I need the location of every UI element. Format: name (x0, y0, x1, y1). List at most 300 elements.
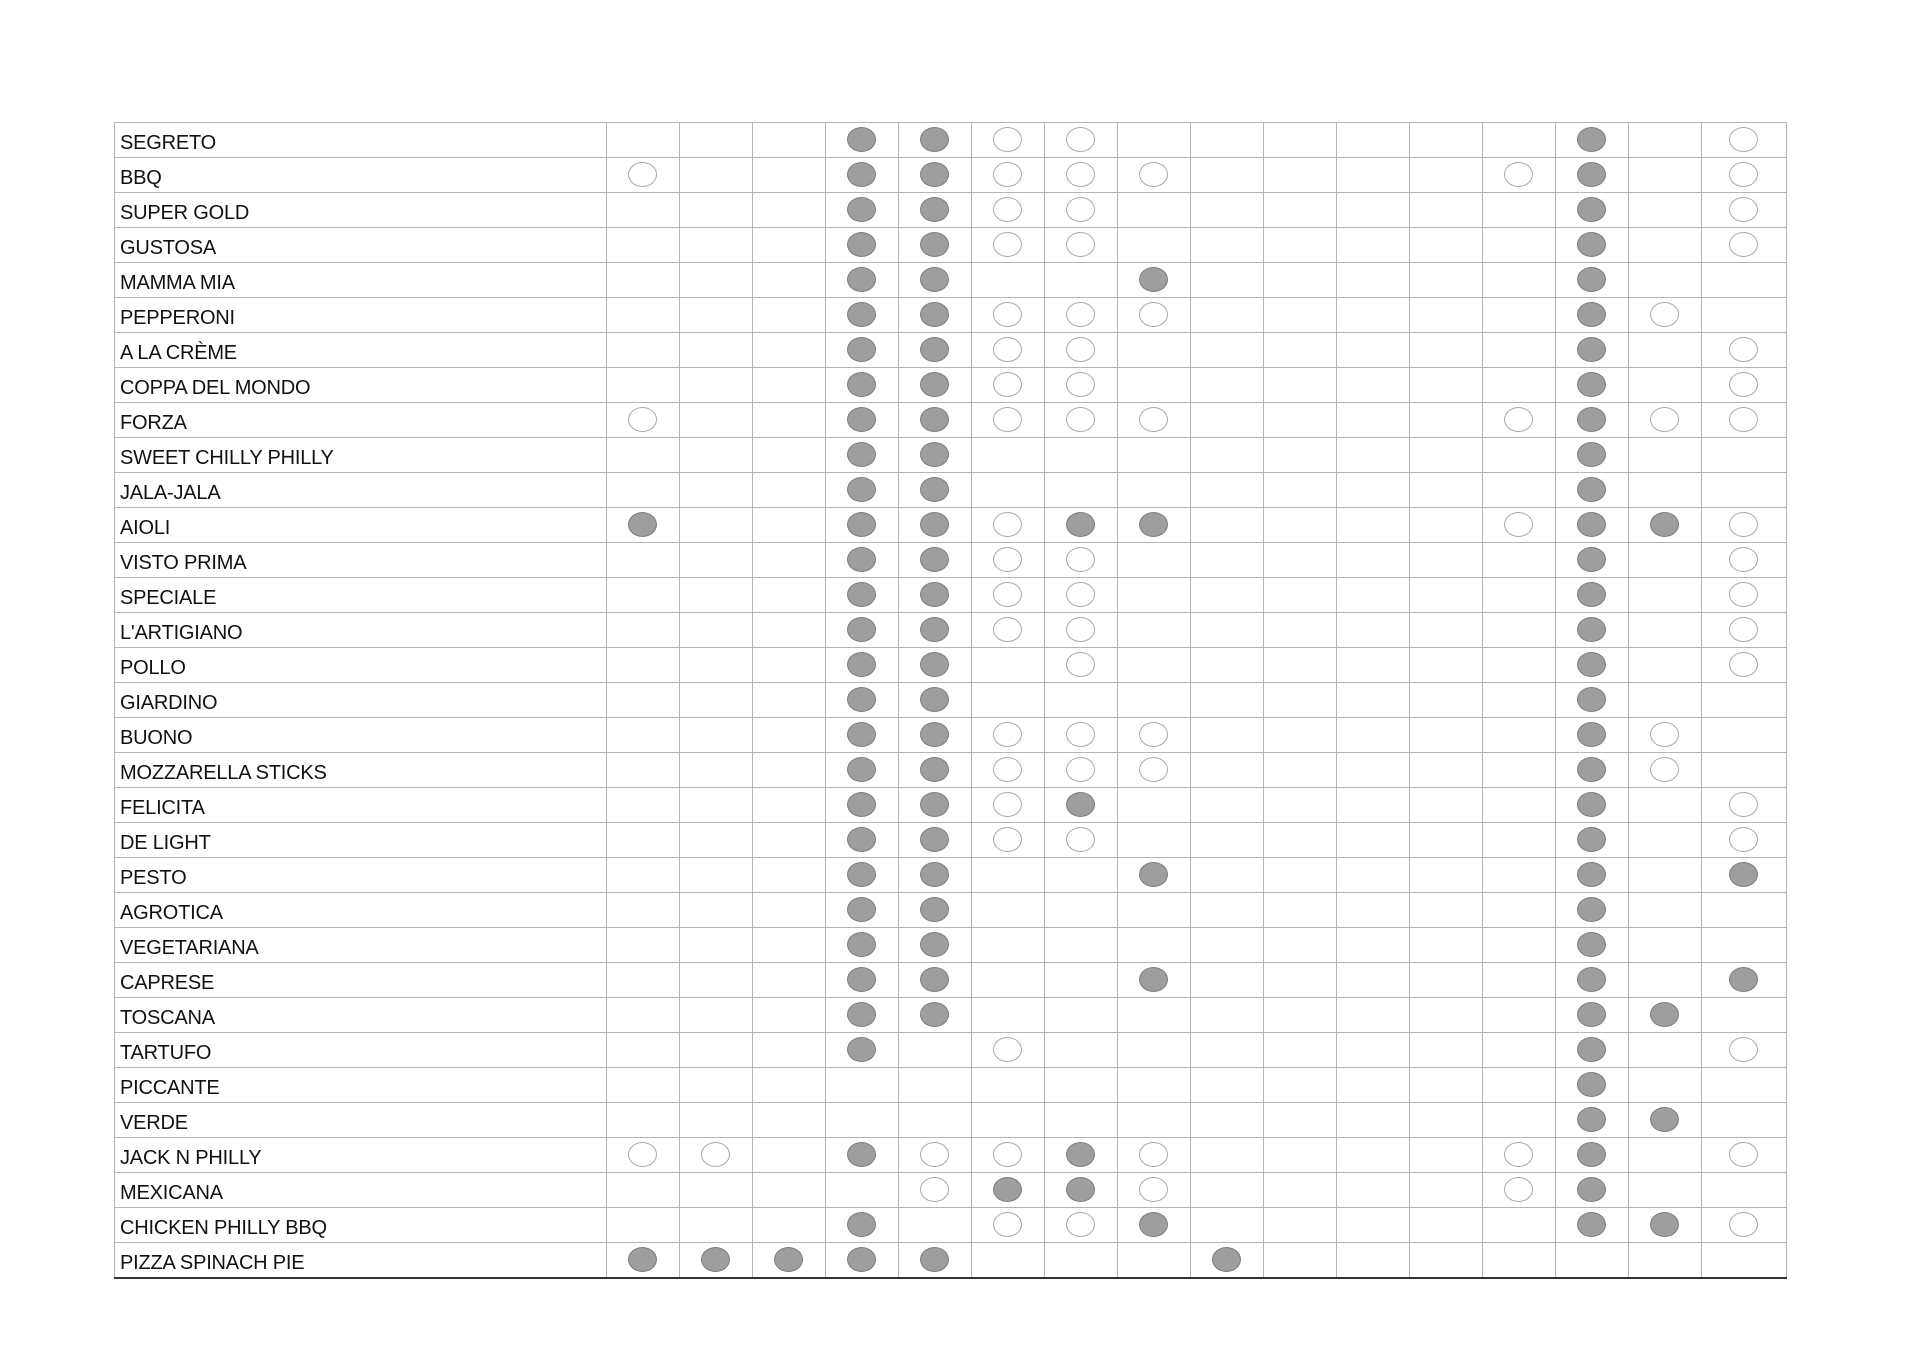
empty-circle-icon (1650, 407, 1679, 432)
table-cell (1191, 928, 1264, 963)
table-row (115, 473, 1787, 508)
filled-circle-icon (920, 267, 949, 292)
table-cell (1045, 193, 1118, 228)
table-row (115, 613, 1787, 648)
empty-circle-icon (1504, 162, 1533, 187)
table-cell (1118, 788, 1191, 823)
table-cell (1045, 1243, 1118, 1279)
table-cell (1483, 228, 1556, 263)
table-cell (1264, 1173, 1337, 1208)
table-cell (607, 1173, 680, 1208)
table-cell (1556, 928, 1629, 963)
filled-circle-icon (847, 1212, 876, 1237)
table-cell (753, 963, 826, 998)
table-cell (1483, 753, 1556, 788)
table-row (115, 1173, 1787, 1208)
table-cell (1556, 438, 1629, 473)
table-cell (1337, 368, 1410, 403)
table-cell (972, 228, 1045, 263)
table-cell (1556, 1243, 1629, 1279)
table-cell (1556, 1033, 1629, 1068)
table-cell (826, 1173, 899, 1208)
row-label: CAPRESE (115, 963, 607, 998)
table-cell (1118, 753, 1191, 788)
table-cell (1556, 648, 1629, 683)
empty-circle-icon (1066, 617, 1095, 642)
table-cell (1483, 998, 1556, 1033)
table-cell (1118, 1208, 1191, 1243)
table-cell (826, 648, 899, 683)
table-cell (1264, 1103, 1337, 1138)
empty-circle-icon (993, 512, 1022, 537)
table-cell (972, 473, 1045, 508)
table-cell (1191, 158, 1264, 193)
table-cell (1337, 263, 1410, 298)
table-cell (899, 403, 972, 438)
table-cell (680, 298, 753, 333)
table-cell (1118, 123, 1191, 158)
table-row (115, 263, 1787, 298)
table-cell (1337, 298, 1410, 333)
table-cell (1702, 753, 1787, 788)
table-cell (1264, 893, 1337, 928)
table-cell (607, 613, 680, 648)
filled-circle-icon (920, 302, 949, 327)
table-cell (899, 473, 972, 508)
table-cell (826, 193, 899, 228)
table-cell (1191, 403, 1264, 438)
table-cell (1556, 158, 1629, 193)
table-cell (1556, 193, 1629, 228)
table-cell (1702, 368, 1787, 403)
table-cell (1118, 473, 1191, 508)
filled-circle-icon (1577, 827, 1606, 852)
table-cell (826, 1068, 899, 1103)
table-cell (826, 963, 899, 998)
table-cell (1702, 263, 1787, 298)
filled-circle-icon (1577, 617, 1606, 642)
table-cell (680, 263, 753, 298)
table-cell (1410, 998, 1483, 1033)
table-cell (680, 473, 753, 508)
table-cell (1410, 963, 1483, 998)
filled-circle-icon (1066, 1177, 1095, 1202)
row-label: COPPA DEL MONDO (115, 368, 607, 403)
row-label: MAMMA MIA (115, 263, 607, 298)
table-cell (1191, 228, 1264, 263)
table-cell (1264, 1138, 1337, 1173)
row-label: TOSCANA (115, 998, 607, 1033)
table-cell (826, 1033, 899, 1068)
row-label: BBQ (115, 158, 607, 193)
table-cell (1191, 368, 1264, 403)
table-cell (1410, 788, 1483, 823)
table-cell (1118, 298, 1191, 333)
empty-circle-icon (1729, 512, 1758, 537)
table-cell (972, 928, 1045, 963)
row-label: FORZA (115, 403, 607, 438)
empty-circle-icon (1066, 547, 1095, 572)
empty-circle-icon (993, 372, 1022, 397)
table-cell (899, 333, 972, 368)
table-cell (753, 1243, 826, 1279)
table-cell (1191, 613, 1264, 648)
table-cell (1556, 263, 1629, 298)
table-cell (1118, 158, 1191, 193)
filled-circle-icon (847, 1142, 876, 1167)
table-cell (1702, 473, 1787, 508)
table-cell (607, 123, 680, 158)
table-cell (826, 858, 899, 893)
table-cell (1264, 823, 1337, 858)
table-cell (680, 193, 753, 228)
table-cell (753, 683, 826, 718)
table-cell (899, 228, 972, 263)
table-cell (972, 718, 1045, 753)
table-cell (1410, 543, 1483, 578)
table-cell (1045, 438, 1118, 473)
table-cell (1556, 613, 1629, 648)
table-cell (1045, 263, 1118, 298)
empty-circle-icon (993, 407, 1022, 432)
table-cell (1337, 893, 1410, 928)
table-cell (1629, 403, 1702, 438)
table-cell (1264, 858, 1337, 893)
table-cell (1556, 858, 1629, 893)
filled-circle-icon (847, 1247, 876, 1272)
table-cell (1410, 753, 1483, 788)
table-cell (899, 893, 972, 928)
filled-circle-icon (847, 372, 876, 397)
table-cell (1556, 298, 1629, 333)
filled-circle-icon (1650, 1212, 1679, 1237)
table-cell (753, 543, 826, 578)
filled-circle-icon (920, 827, 949, 852)
table-cell (1702, 718, 1787, 753)
empty-circle-icon (993, 757, 1022, 782)
table-cell (1556, 578, 1629, 613)
table-row (115, 508, 1787, 543)
table-cell (826, 613, 899, 648)
table-cell (826, 998, 899, 1033)
table-cell (1629, 1243, 1702, 1279)
table-row (115, 228, 1787, 263)
filled-circle-icon (628, 1247, 657, 1272)
filled-circle-icon (847, 302, 876, 327)
empty-circle-icon (1066, 302, 1095, 327)
table-cell (826, 298, 899, 333)
row-label: VISTO PRIMA (115, 543, 607, 578)
table-cell (1118, 683, 1191, 718)
table-cell (899, 823, 972, 858)
table-cell (972, 298, 1045, 333)
table-row (115, 648, 1787, 683)
filled-circle-icon (774, 1247, 803, 1272)
empty-circle-icon (993, 337, 1022, 362)
table-cell (1337, 543, 1410, 578)
empty-circle-icon (628, 162, 657, 187)
table-cell (899, 963, 972, 998)
filled-circle-icon (1577, 1072, 1606, 1097)
empty-circle-icon (1066, 652, 1095, 677)
table-cell (1483, 928, 1556, 963)
table-cell (753, 648, 826, 683)
row-label: AGROTICA (115, 893, 607, 928)
table-cell (1045, 613, 1118, 648)
filled-circle-icon (1577, 582, 1606, 607)
table-cell (899, 1208, 972, 1243)
table-cell (1045, 543, 1118, 578)
table-cell (972, 613, 1045, 648)
table-cell (899, 1103, 972, 1138)
table-row (115, 1243, 1787, 1279)
filled-circle-icon (920, 547, 949, 572)
table-cell (1483, 858, 1556, 893)
table-cell (826, 683, 899, 718)
table-cell (1556, 1138, 1629, 1173)
filled-circle-icon (920, 197, 949, 222)
table-cell (1702, 1033, 1787, 1068)
table-cell (1045, 683, 1118, 718)
empty-circle-icon (1650, 302, 1679, 327)
row-label: TARTUFO (115, 1033, 607, 1068)
table-cell (753, 403, 826, 438)
table-cell (1483, 473, 1556, 508)
table-cell (680, 1173, 753, 1208)
table-cell (680, 368, 753, 403)
table-cell (607, 858, 680, 893)
empty-circle-icon (1729, 827, 1758, 852)
table-cell (1191, 683, 1264, 718)
table-cell (753, 333, 826, 368)
table-cell (1410, 1138, 1483, 1173)
filled-circle-icon (920, 512, 949, 537)
table-cell (1337, 403, 1410, 438)
table-cell (1410, 1208, 1483, 1243)
row-label: A LA CRÈME (115, 333, 607, 368)
table-cell (680, 823, 753, 858)
table-cell (1337, 753, 1410, 788)
table-cell (1629, 823, 1702, 858)
table-cell (1118, 858, 1191, 893)
table-cell (1410, 613, 1483, 648)
table-cell (1045, 1033, 1118, 1068)
table-cell (753, 578, 826, 613)
table-cell (972, 193, 1045, 228)
table-cell (826, 893, 899, 928)
table-cell (826, 823, 899, 858)
empty-circle-icon (701, 1142, 730, 1167)
table-cell (1629, 578, 1702, 613)
table-cell (1045, 963, 1118, 998)
table-cell (1702, 963, 1787, 998)
empty-circle-icon (1729, 162, 1758, 187)
empty-circle-icon (1729, 652, 1758, 677)
table-cell (972, 263, 1045, 298)
table-cell (607, 928, 680, 963)
row-label: L'ARTIGIANO (115, 613, 607, 648)
table-cell (607, 1243, 680, 1279)
table-cell (680, 1033, 753, 1068)
table-cell (1337, 228, 1410, 263)
table-cell (1191, 858, 1264, 893)
table-cell (1483, 683, 1556, 718)
table-cell (1556, 123, 1629, 158)
table-cell (753, 1033, 826, 1068)
filled-circle-icon (847, 652, 876, 677)
table-cell (680, 123, 753, 158)
table-cell (1556, 508, 1629, 543)
table-cell (607, 893, 680, 928)
filled-circle-icon (920, 687, 949, 712)
empty-circle-icon (993, 827, 1022, 852)
table-cell (1629, 1208, 1702, 1243)
filled-circle-icon (920, 1002, 949, 1027)
table-cell (826, 753, 899, 788)
table-cell (753, 1208, 826, 1243)
table-row (115, 158, 1787, 193)
table-cell (1264, 1208, 1337, 1243)
table-cell (1410, 1243, 1483, 1279)
table-cell (1629, 963, 1702, 998)
table-cell (1410, 333, 1483, 368)
table-cell (1191, 753, 1264, 788)
empty-circle-icon (993, 162, 1022, 187)
table-cell (1410, 893, 1483, 928)
table-cell (1191, 998, 1264, 1033)
table-cell (1410, 123, 1483, 158)
table-row (115, 1103, 1787, 1138)
table-cell (1264, 963, 1337, 998)
table-cell (1337, 578, 1410, 613)
table-cell (826, 158, 899, 193)
empty-circle-icon (1729, 792, 1758, 817)
table-cell (1337, 1173, 1410, 1208)
table-cell (1410, 683, 1483, 718)
table-cell (1702, 158, 1787, 193)
table-cell (1410, 578, 1483, 613)
filled-circle-icon (1577, 1142, 1606, 1167)
empty-circle-icon (1729, 547, 1758, 572)
empty-circle-icon (993, 1037, 1022, 1062)
table-cell (1702, 858, 1787, 893)
table-cell (1264, 508, 1337, 543)
filled-circle-icon (847, 512, 876, 537)
empty-circle-icon (1650, 722, 1679, 747)
table-row (115, 998, 1787, 1033)
table-cell (1702, 928, 1787, 963)
table-cell (826, 508, 899, 543)
table-cell (607, 1208, 680, 1243)
table-cell (680, 998, 753, 1033)
table-cell (1191, 1173, 1264, 1208)
filled-circle-icon (920, 232, 949, 257)
table-cell (1264, 123, 1337, 158)
table-cell (1629, 368, 1702, 403)
table-cell (1118, 1173, 1191, 1208)
table-cell (1410, 1173, 1483, 1208)
table-cell (1410, 1068, 1483, 1103)
filled-circle-icon (920, 337, 949, 362)
table-cell (1702, 998, 1787, 1033)
table-cell (899, 578, 972, 613)
table-row (115, 1033, 1787, 1068)
filled-circle-icon (1577, 652, 1606, 677)
table-cell (1191, 1138, 1264, 1173)
row-label: CHICKEN PHILLY BBQ (115, 1208, 607, 1243)
table-cell (826, 263, 899, 298)
table-cell (680, 788, 753, 823)
filled-circle-icon (1577, 477, 1606, 502)
table-cell (753, 893, 826, 928)
table-cell (972, 1103, 1045, 1138)
empty-circle-icon (1139, 1142, 1168, 1167)
filled-circle-icon (1066, 512, 1095, 537)
table-cell (1045, 788, 1118, 823)
table-cell (1556, 753, 1629, 788)
filled-circle-icon (1729, 862, 1758, 887)
empty-circle-icon (993, 197, 1022, 222)
table-cell (1118, 333, 1191, 368)
table-cell (972, 1033, 1045, 1068)
table-cell (1191, 648, 1264, 683)
table-cell (826, 788, 899, 823)
table-row (115, 193, 1787, 228)
empty-circle-icon (1729, 1142, 1758, 1167)
table-cell (1483, 1103, 1556, 1138)
table-cell (1556, 998, 1629, 1033)
table-cell (1118, 508, 1191, 543)
filled-circle-icon (1139, 267, 1168, 292)
table-cell (753, 718, 826, 753)
filled-circle-icon (847, 407, 876, 432)
table-cell (1337, 858, 1410, 893)
table-row (115, 438, 1787, 473)
table-cell (607, 193, 680, 228)
table-cell (1702, 1243, 1787, 1279)
empty-circle-icon (1729, 407, 1758, 432)
filled-circle-icon (920, 967, 949, 992)
table-cell (607, 718, 680, 753)
row-label: JALA-JALA (115, 473, 607, 508)
table-cell (1118, 403, 1191, 438)
table-cell (1483, 438, 1556, 473)
table-cell (753, 438, 826, 473)
table-cell (1045, 333, 1118, 368)
filled-circle-icon (920, 162, 949, 187)
empty-circle-icon (628, 407, 657, 432)
filled-circle-icon (920, 477, 949, 502)
table-cell (826, 928, 899, 963)
table-cell (1118, 648, 1191, 683)
table-cell (899, 1033, 972, 1068)
table-cell (753, 298, 826, 333)
filled-circle-icon (1139, 512, 1168, 537)
filled-circle-icon (847, 967, 876, 992)
table-cell (1702, 1103, 1787, 1138)
table-cell (607, 333, 680, 368)
filled-circle-icon (1577, 407, 1606, 432)
table-cell (1629, 893, 1702, 928)
table-cell (1264, 788, 1337, 823)
table-cell (753, 228, 826, 263)
table-cell (1483, 578, 1556, 613)
table-cell (1483, 263, 1556, 298)
filled-circle-icon (847, 337, 876, 362)
empty-circle-icon (993, 232, 1022, 257)
table-cell (1045, 1208, 1118, 1243)
filled-circle-icon (847, 932, 876, 957)
